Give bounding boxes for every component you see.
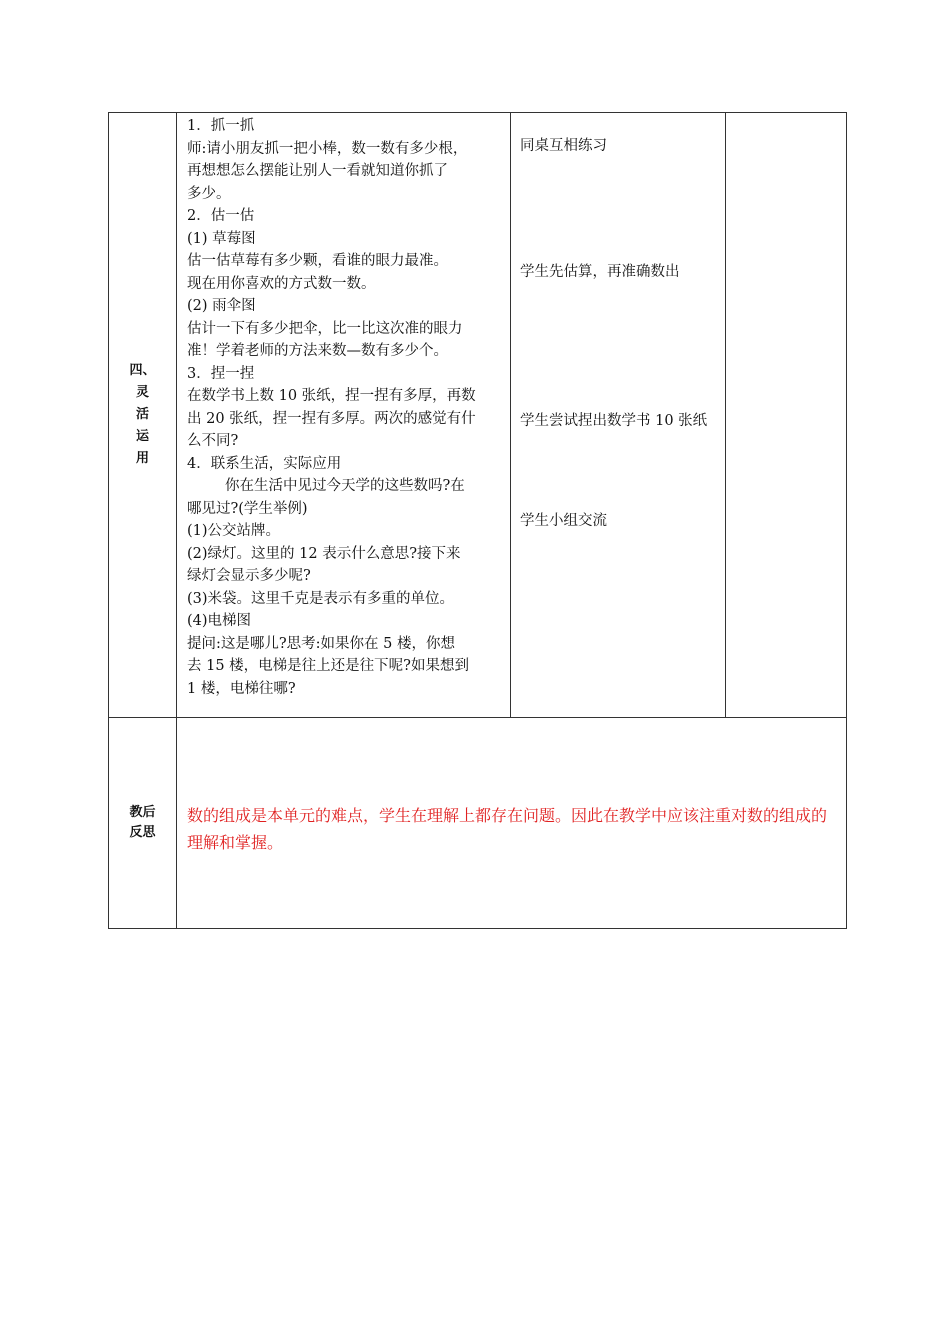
content-line: 1．抓一抓 [187, 118, 255, 134]
stage-label-char: 运 [135, 429, 149, 444]
cell-divider [176, 113, 177, 717]
lesson-plan-table [108, 112, 847, 929]
reflection-label-line: 教后 [129, 805, 156, 820]
stage-label-char: 四、 [129, 363, 156, 378]
content-line: (1)公交站牌。 [187, 523, 281, 539]
student-activity: 学生尝试捏出数学书 10 张纸 [520, 413, 708, 429]
stage-label-char: 用 [135, 451, 149, 466]
reflection-text: 数的组成是本单元的难点，学生在理解上都存在问题。因此在教学中应该注重对数的组成的理解和掌握。 [187, 806, 828, 852]
content-line: 3．捏一捏 [187, 365, 255, 382]
content-line: (1) 草莓图 [187, 230, 256, 247]
content-line: 准！学着老师的方法来数—数有多少个。 [187, 343, 448, 359]
content-line: 么不同? [187, 433, 239, 449]
content-line: 出 20 张纸，捏一捏有多厚。两次的感觉有什 [187, 410, 476, 427]
stage-label-char: 灵 [135, 385, 149, 400]
content-line: 师:请小朋友抓一把小棒，数一数有多少根， [187, 140, 468, 157]
teaching-content-cell [187, 115, 505, 700]
content-line: 多少。 [187, 185, 231, 202]
content-line: 提问:这是哪儿?思考:如果你在 5 楼，你想 [187, 635, 455, 652]
student-activity: 学生小组交流 [520, 513, 607, 529]
content-line: (2) 雨伞图 [187, 298, 256, 314]
stage-label-char: 活 [135, 407, 149, 422]
stage-row [109, 113, 846, 718]
cell-divider [725, 113, 726, 717]
content-line: 现在用你喜欢的方式数一数。 [187, 275, 376, 292]
content-line: 你在生活中见过今天学的这些数吗?在 [225, 478, 465, 494]
student-activity: 同桌互相练习 [520, 138, 607, 154]
content-line: 在数学书上数 10 张纸，捏一捏有多厚，再数 [187, 388, 476, 404]
content-line: 估计一下有多少把伞，比一比这次准的眼力 [187, 320, 463, 337]
reflection-label-cell [109, 718, 176, 928]
content-line: (2)绿灯。这里的 12 表示什么意思?接下来 [187, 545, 461, 562]
content-line: 去 15 楼，电梯是往上还是往下呢?如果想到 [187, 658, 469, 674]
reflection-label-line: 反思 [129, 825, 156, 840]
content-line: 估一估草莓有多少颗，看谁的眼力最准。 [187, 253, 448, 269]
content-line: 绿灯会显示多少呢? [187, 568, 311, 584]
content-line: 4．联系生活，实际应用 [187, 455, 342, 472]
content-line: (4)电梯图 [187, 613, 252, 629]
content-line: 哪见过?(学生举例) [187, 500, 308, 517]
content-line: 1 楼，电梯往哪? [187, 680, 296, 697]
content-line: (3)米袋。这里千克是表示有多重的单位。 [187, 590, 455, 607]
reflection-row [109, 718, 846, 928]
student-activity: 学生先估算，再准确数出 [520, 264, 680, 280]
stage-label-cell [109, 113, 176, 717]
cell-divider [176, 718, 177, 928]
content-line: 2．估一估 [187, 208, 255, 224]
content-line: 再想想怎么摆能让别人一看就知道你抓了 [187, 163, 448, 179]
cell-divider [510, 113, 511, 717]
